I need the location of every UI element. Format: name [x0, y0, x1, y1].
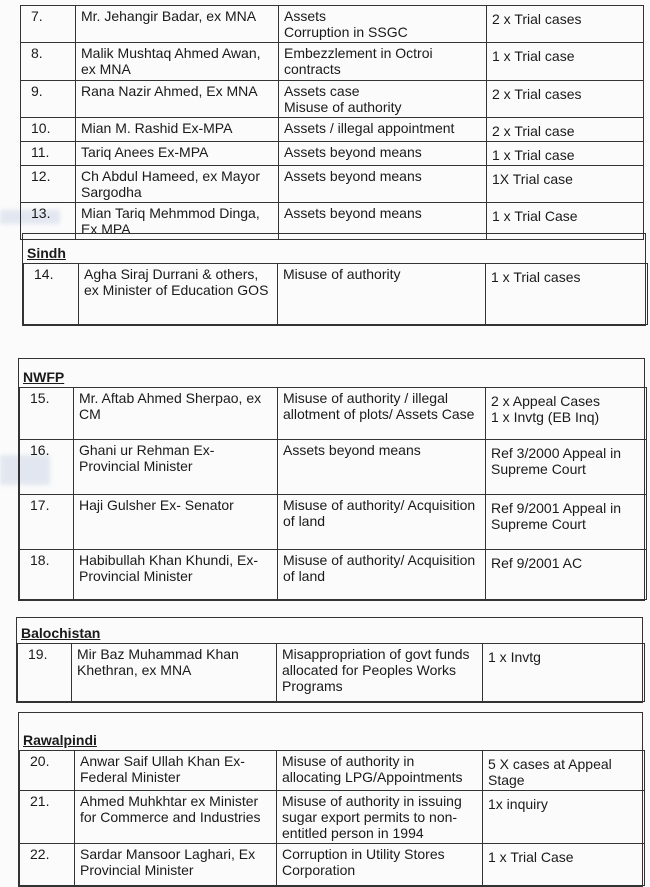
charges: Misuse of authority/ Acquisition of land — [278, 550, 486, 600]
table-row — [21, 81, 644, 118]
accused-name: Mr. Jehangir Badar, ex MNA — [76, 6, 279, 43]
charges: Embezzlement in Octroi contracts — [279, 43, 487, 81]
table-row — [21, 43, 644, 81]
table-row — [18, 644, 645, 702]
charges: Assets Corruption in SSGC — [279, 6, 487, 43]
table-row — [20, 388, 647, 440]
serial-number: 16. — [20, 440, 74, 495]
serial-number: 9. — [21, 81, 76, 118]
case-status: 5 X cases at Appeal Stage — [483, 751, 645, 791]
serial-number: 13. — [21, 203, 76, 240]
charges: Assets beyond means — [279, 203, 487, 240]
serial-number: 12. — [21, 166, 76, 203]
table-row — [21, 6, 644, 43]
accused-name: Rana Nazir Ahmed, Ex MNA — [76, 81, 279, 118]
case-status: 2 x Appeal Cases 1 x Invtg (EB Inq) — [486, 388, 647, 440]
table-row — [24, 264, 648, 325]
case-status: 1x inquiry — [483, 791, 645, 844]
table-row — [20, 495, 647, 550]
table-row — [20, 440, 647, 495]
charges: Misappropriation of govt funds allocated for Peoples Works Programs — [277, 644, 483, 702]
section-heading: Sindh — [27, 245, 66, 261]
charges: Misuse of authority/ Acquisition of land — [278, 495, 486, 550]
charges: Assets / illegal appointment — [279, 118, 487, 142]
table-row — [21, 118, 644, 142]
charges: Corruption in Utility Stores Corporation — [277, 844, 483, 886]
serial-number: 10. — [21, 118, 76, 142]
serial-number: 15. — [20, 388, 74, 440]
charges: Assets beyond means — [279, 142, 487, 166]
case-status: 2 x Trial cases — [487, 6, 644, 43]
section-sindh — [22, 233, 646, 326]
case-status: 1 x Trial cases — [486, 264, 648, 325]
accused-name: Sardar Mansoor Laghari, Ex Provincial Minister — [75, 844, 277, 886]
accused-name: Ahmed Muhkhtar ex Minister for Commerce and Industries — [75, 791, 277, 844]
serial-number: 11. — [21, 142, 76, 166]
serial-number: 17. — [20, 495, 74, 550]
charges: Misuse of authority in allocating LPG/Appointments — [277, 751, 483, 791]
section-heading: NWFP — [23, 369, 65, 385]
case-status: 1 x Trial Case — [483, 844, 645, 886]
serial-number: 19. — [18, 644, 72, 702]
section-heading: Balochistan — [21, 625, 101, 641]
accused-name: Mian M. Rashid Ex-MPA — [76, 118, 279, 142]
serial-number: 21. — [20, 791, 75, 844]
charges: Assets case Misuse of authority — [279, 81, 487, 118]
serial-number: 22. — [20, 844, 75, 886]
section-punjab-continued — [20, 5, 643, 240]
table-row — [20, 751, 645, 791]
table-row — [20, 791, 645, 844]
charges: Assets beyond means — [279, 166, 487, 203]
cases-table — [23, 263, 648, 325]
cases-table — [19, 750, 645, 886]
case-status: 2 x Trial cases — [487, 81, 644, 118]
accused-name: Tariq Anees Ex-MPA — [76, 142, 279, 166]
serial-number: 18. — [20, 550, 74, 600]
case-status: 1 x Trial Case — [487, 203, 644, 240]
accused-name: Mr. Aftab Ahmed Sherpao, ex CM — [74, 388, 278, 440]
charges: Assets beyond means — [278, 440, 486, 495]
accused-name: Malik Mushtaq Ahmed Awan, ex MNA — [76, 43, 279, 81]
cases-table — [20, 5, 644, 240]
case-status: Ref 9/2001 Appeal in Supreme Court — [486, 495, 647, 550]
table-row — [21, 166, 644, 203]
section-balochistan — [16, 617, 643, 703]
case-status: 1 x Trial case — [487, 142, 644, 166]
case-status: Ref 3/2000 Appeal in Supreme Court — [486, 440, 647, 495]
case-status: 1X Trial case — [487, 166, 644, 203]
charges: Misuse of authority / illegal allotment of plots/ Assets Case — [278, 388, 486, 440]
cases-table — [19, 387, 647, 600]
serial-number: 7. — [21, 6, 76, 43]
accused-name: Anwar Saif Ullah Khan Ex-Federal Minister — [75, 751, 277, 791]
case-status: 1 x Trial case — [487, 43, 644, 81]
table-row — [20, 844, 645, 886]
table-row — [20, 550, 647, 600]
section-heading: Rawalpindi — [23, 732, 97, 748]
accused-name: Ch Abdul Hameed, ex Mayor Sargodha — [76, 166, 279, 203]
table-row — [21, 142, 644, 166]
section-nwfp — [18, 358, 645, 601]
accused-name: Mian Tariq Mehmmod Dinga, Ex MPA — [76, 203, 279, 240]
case-status: 2 x Trial case — [487, 118, 644, 142]
case-status: 1 x Invtg — [483, 644, 645, 702]
accused-name: Mir Baz Muhammad Khan Khethran, ex MNA — [72, 644, 277, 702]
accused-name: Ghani ur Rehman Ex-Provincial Minister — [74, 440, 278, 495]
accused-name: Haji Gulsher Ex- Senator — [74, 495, 278, 550]
case-status: Ref 9/2001 AC — [486, 550, 647, 600]
cases-table — [17, 643, 645, 702]
serial-number: 8. — [21, 43, 76, 81]
serial-number: 20. — [20, 751, 75, 791]
section-rawalpindi — [18, 712, 643, 887]
accused-name: Habibullah Khan Khundi, Ex-Provincial Minister — [74, 550, 278, 600]
charges: Misuse of authority in issuing sugar export permits to non-entitled person in 1994 — [277, 791, 483, 844]
charges: Misuse of authority — [278, 264, 486, 325]
serial-number: 14. — [24, 264, 79, 325]
accused-name: Agha Siraj Durrani & others, ex Minister of Education GOS — [79, 264, 278, 325]
